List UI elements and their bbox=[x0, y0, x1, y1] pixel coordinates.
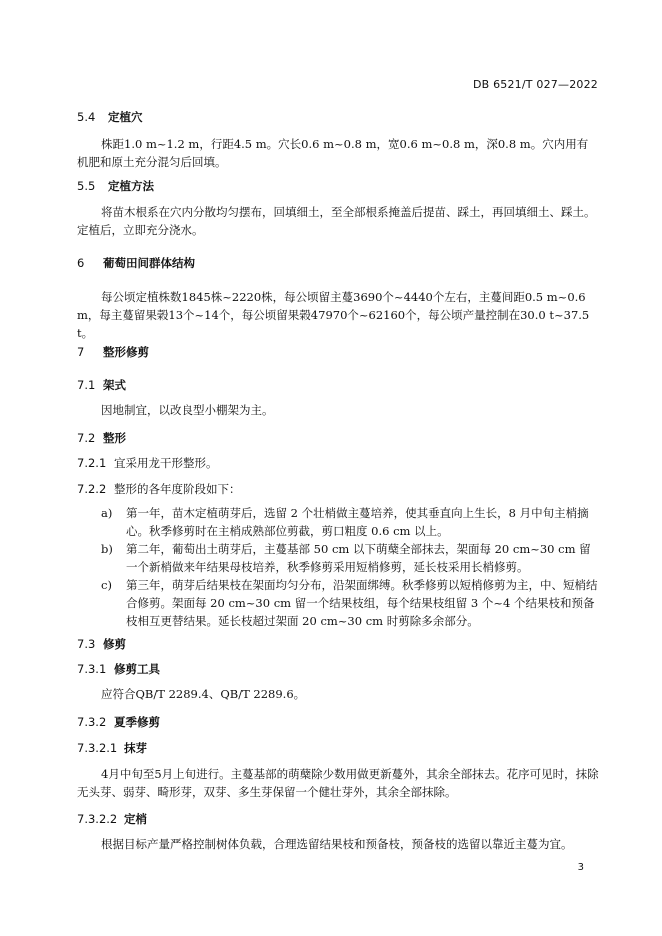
clause-number: 7.2.2 bbox=[77, 482, 107, 496]
clause-text: 宜采用龙干形整形。 bbox=[114, 456, 218, 470]
clause-7-2-2 bbox=[77, 481, 241, 497]
heading-7-3-2-1 bbox=[77, 740, 147, 756]
heading-number: 5.4 bbox=[77, 110, 96, 124]
heading-title: 整形修剪 bbox=[103, 345, 149, 359]
heading-number: 7.2 bbox=[77, 431, 96, 445]
paragraph-7-3-1: 应符合QB/T 2289.4、QB/T 2289.6。 bbox=[101, 687, 306, 701]
list-marker: c) bbox=[101, 578, 112, 592]
heading-6 bbox=[77, 255, 195, 271]
clause-7-2-1 bbox=[77, 455, 218, 471]
heading-7 bbox=[77, 344, 149, 360]
paragraph-5-5: 将苗木根系在穴内分散均匀摆布，回填细土，至全部根系掩盖后提苗、踩土，再回填细土、踩土。定植后，立即充分浇水。 bbox=[77, 205, 596, 237]
standard-code: DB 6521/T 027—2022 bbox=[472, 78, 598, 91]
heading-title: 定梢 bbox=[124, 812, 147, 826]
heading-title: 修剪 bbox=[103, 637, 126, 651]
heading-title: 修剪工具 bbox=[114, 662, 160, 676]
heading-7-3 bbox=[77, 636, 126, 652]
heading-7-2 bbox=[77, 430, 126, 446]
heading-7-1 bbox=[77, 377, 126, 393]
heading-number: 6 bbox=[77, 256, 85, 270]
paragraph-7-3-2-1: 4月中旬至5月上旬进行。主蔓基部的萌蘖除少数用做更新蔓外，其余全部抹去。花序可见时，抹除无头芽、弱芽、畸形芽，双芽、多生芽保留一个健壮芽外，其余全部抹除。 bbox=[77, 767, 599, 799]
heading-title: 定植穴 bbox=[108, 110, 143, 124]
heading-number: 7.1 bbox=[77, 378, 96, 392]
list-item-text: 第一年，苗木定植萌芽后，选留 2 个壮梢做主蔓培养，使其垂直向上生长，8 月中旬主梢摘心。秋季修剪时在主梢成熟部位剪截，剪口粗度 0.6 cm 以上。 bbox=[126, 506, 589, 538]
list-item-text: 第二年，葡萄出土萌芽后，主蔓基部 50 cm 以下萌蘖全部抹去，架面每 20 cm~30 cm 留一个新梢做来年结果母枝培养，秋季修剪采用短梢修剪，延长枝采用长梢修剪。 bbox=[126, 542, 591, 574]
list-item bbox=[77, 576, 599, 630]
heading-number: 5.5 bbox=[77, 179, 96, 193]
clause-text: 整形的各年度阶段如下： bbox=[114, 482, 241, 496]
heading-number: 7.3.2.1 bbox=[77, 741, 118, 755]
heading-5-4 bbox=[77, 109, 143, 125]
heading-title: 架式 bbox=[103, 378, 126, 392]
heading-title: 整形 bbox=[103, 431, 126, 445]
paragraph-5-4: 株距1.0 m~1.2 m，行距4.5 m。穴长0.6 m~0.8 m，宽0.6 m~0.8 m，深0.8 m。穴内用有机肥和原土充分混匀后回填。 bbox=[77, 137, 589, 169]
heading-number: 7.3.2.2 bbox=[77, 812, 118, 826]
heading-number: 7.3.1 bbox=[77, 662, 107, 676]
heading-title: 夏季修剪 bbox=[114, 715, 160, 729]
page-number: 3 bbox=[577, 862, 584, 873]
heading-7-3-2 bbox=[77, 714, 160, 730]
paragraph-7-1: 因地制宜，以改良型小棚架为主。 bbox=[101, 403, 274, 417]
list-marker: b) bbox=[101, 542, 113, 556]
heading-title: 抹芽 bbox=[124, 741, 147, 755]
heading-number: 7.3.2 bbox=[77, 715, 107, 729]
heading-7-3-2-2 bbox=[77, 811, 147, 827]
paragraph-6: 每公顷定植株数1845株~2220株，每公顷留主蔓3690个~4440个左右，主蔓间距0.5 m~0.6 m，每主蔓留果榖13个~14个，每公顷留果榖47970个~62160个，每公顷产量控制在30.0 t~37.5 t。 bbox=[77, 290, 590, 340]
clause-number: 7.2.1 bbox=[77, 456, 107, 470]
stage-list bbox=[77, 504, 599, 630]
list-item bbox=[77, 504, 599, 540]
heading-number: 7 bbox=[77, 345, 85, 359]
heading-5-5 bbox=[77, 178, 154, 194]
heading-7-3-1 bbox=[77, 661, 160, 677]
list-item-text: 第三年，萌芽后结果枝在架面均匀分布，沿架面绑缚。秋季修剪以短梢修剪为主，中、短梢结合修剪。架面每 20 cm~30 cm 留一个结果枝组，每个结果枝组留 3 个~4 个结果枝和预备枝相互更替结果。延长枝超过架面 20 cm~30 cm 时剪除多余部分。 bbox=[126, 578, 598, 628]
paragraph-7-3-2-2: 根据目标产量严格控制树体负载，合理选留结果枝和预备枝，预备枝的选留以靠近主蔓为宜。 bbox=[101, 837, 573, 851]
list-marker: a) bbox=[101, 506, 113, 520]
heading-number: 7.3 bbox=[77, 637, 96, 651]
heading-title: 定植方法 bbox=[108, 179, 154, 193]
heading-title: 葡萄田间群体结构 bbox=[103, 256, 195, 270]
list-item bbox=[77, 540, 599, 576]
